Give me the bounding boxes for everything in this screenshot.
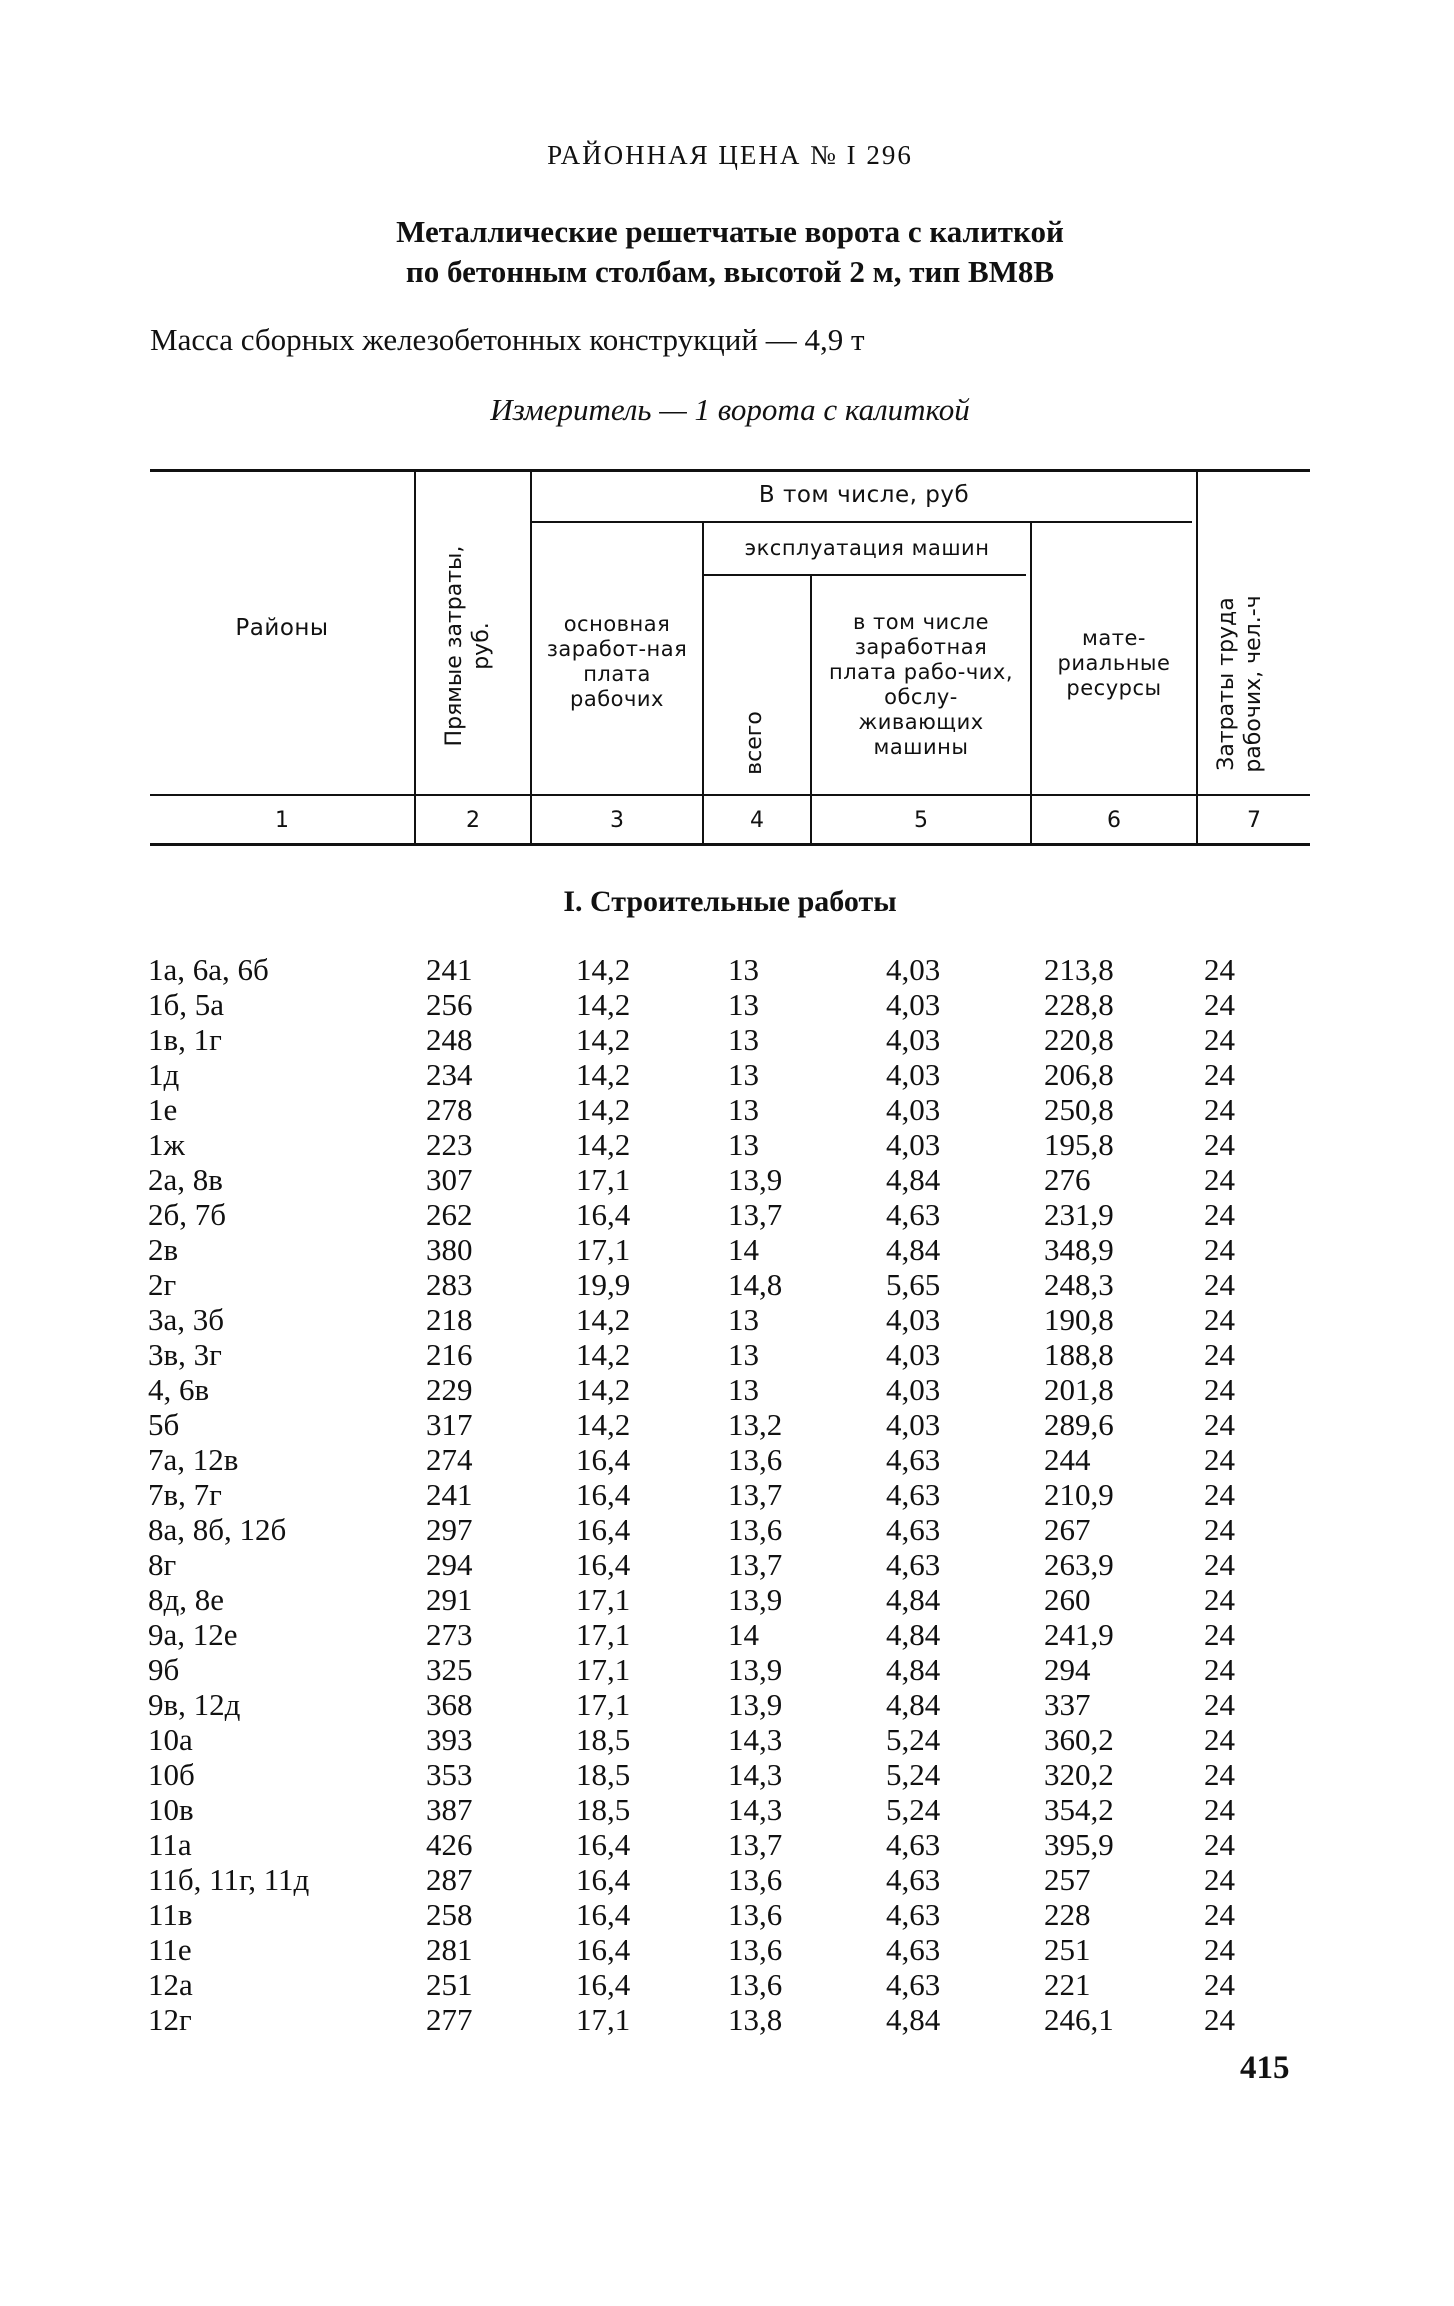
table-row: [148, 1162, 1264, 1197]
cell-materials: 289,6: [1044, 1407, 1114, 1442]
cell-main-wage: 16,4: [576, 1477, 631, 1512]
cell-labor: 24: [1204, 1512, 1235, 1547]
cell-operator-wage: 4,03: [886, 1127, 941, 1162]
cell-labor: 24: [1204, 1862, 1235, 1897]
cell-labor: 24: [1204, 1722, 1235, 1757]
header-total: всего: [742, 711, 767, 775]
cell-direct-costs: 248: [426, 1022, 473, 1057]
colnum-bottom-rule: [150, 843, 1310, 846]
cell-operator-wage: 5,24: [886, 1722, 941, 1757]
table-row: [148, 2002, 1264, 2037]
vrule-2: [530, 472, 532, 844]
cell-labor: 24: [1204, 1442, 1235, 1477]
cell-operator-wage: 4,03: [886, 1092, 941, 1127]
cell-main-wage: 17,1: [576, 1687, 631, 1722]
cell-materials: 320,2: [1044, 1757, 1114, 1792]
cell-operator-wage: 4,84: [886, 1232, 941, 1267]
cell-labor: 24: [1204, 1827, 1235, 1862]
cell-labor: 24: [1204, 1547, 1235, 1582]
table-row: [148, 1652, 1264, 1687]
cell-operator-wage: 4,63: [886, 1932, 941, 1967]
cell-machine-total: 14: [728, 1232, 759, 1267]
cell-materials: 248,3: [1044, 1267, 1114, 1302]
cell-direct-costs: 277: [426, 2002, 473, 2037]
header-regions: Районы: [235, 615, 329, 641]
cell-labor: 24: [1204, 1582, 1235, 1617]
colnum-7: 7: [1247, 808, 1261, 833]
cell-region: 1ж: [148, 1127, 185, 1162]
cell-operator-wage: 4,03: [886, 1337, 941, 1372]
title-line-2: по бетонным столбам, высотой 2 м, тип ВМ8В: [405, 254, 1055, 289]
header-bottom-rule: [150, 794, 1310, 796]
cell-region: 8а, 8б, 12б: [148, 1512, 287, 1547]
table-row: [148, 1862, 1264, 1897]
cell-materials: 228,8: [1044, 987, 1114, 1022]
table-row: [148, 1057, 1264, 1092]
cell-main-wage: 16,4: [576, 1512, 631, 1547]
cell-main-wage: 16,4: [576, 1197, 631, 1232]
cell-direct-costs: 229: [426, 1372, 473, 1407]
cell-materials: 267: [1044, 1512, 1091, 1547]
cell-labor: 24: [1204, 1897, 1235, 1932]
table-row: [148, 1477, 1264, 1512]
cell-direct-costs: 274: [426, 1442, 473, 1477]
cell-labor: 24: [1204, 1477, 1235, 1512]
cell-direct-costs: 241: [426, 952, 473, 987]
cell-labor: 24: [1204, 1197, 1235, 1232]
cell-direct-costs: 273: [426, 1617, 473, 1652]
cell-direct-costs: 294: [426, 1547, 473, 1582]
cell-direct-costs: 223: [426, 1127, 473, 1162]
cell-main-wage: 18,5: [576, 1757, 631, 1792]
cell-region: 2в: [148, 1232, 179, 1267]
cell-labor: 24: [1204, 1057, 1235, 1092]
cell-materials: 188,8: [1044, 1337, 1114, 1372]
cell-labor: 24: [1204, 2002, 1235, 2037]
table-row: [148, 1967, 1264, 2002]
cell-main-wage: 14,2: [576, 1057, 631, 1092]
vrule-4: [810, 576, 812, 844]
table-row: [148, 1372, 1264, 1407]
cell-machine-total: 13,6: [728, 1897, 783, 1932]
cell-machine-total: 13: [728, 1302, 759, 1337]
table-row: [148, 1582, 1264, 1617]
cell-main-wage: 17,1: [576, 2002, 631, 2037]
cell-machine-total: 13,6: [728, 1932, 783, 1967]
cell-machine-total: 13,6: [728, 1442, 783, 1477]
cell-labor: 24: [1204, 1372, 1235, 1407]
cell-operator-wage: 4,63: [886, 1442, 941, 1477]
table-row: [148, 1442, 1264, 1477]
table-row: [148, 1792, 1264, 1827]
cell-operator-wage: 4,84: [886, 1162, 941, 1197]
cell-region: 8г: [148, 1547, 177, 1582]
cell-main-wage: 14,2: [576, 1407, 631, 1442]
cell-labor: 24: [1204, 1337, 1235, 1372]
cell-labor: 24: [1204, 1022, 1235, 1057]
colnum-5: 5: [914, 808, 928, 833]
cell-machine-total: 13,6: [728, 1967, 783, 2002]
cell-region: 1а, 6а, 6б: [148, 952, 269, 987]
cell-materials: 228: [1044, 1897, 1091, 1932]
cell-direct-costs: 291: [426, 1582, 473, 1617]
cell-region: 7в, 7г: [148, 1477, 222, 1512]
table-row: [148, 1932, 1264, 1967]
price-table: [148, 952, 1264, 2037]
cell-machine-total: 14,3: [728, 1722, 783, 1757]
cell-materials: 210,9: [1044, 1477, 1114, 1512]
cell-region: 10б: [148, 1757, 195, 1792]
cell-main-wage: 14,2: [576, 952, 631, 987]
cell-operator-wage: 4,03: [886, 1407, 941, 1442]
cell-region: 11е: [148, 1932, 192, 1967]
cell-materials: 220,8: [1044, 1022, 1114, 1057]
header-direct-costs: Прямые затраты, руб.: [442, 545, 494, 747]
cell-machine-total: 13: [728, 987, 759, 1022]
cell-direct-costs: 251: [426, 1967, 473, 2002]
cell-region: 7а, 12в: [148, 1442, 239, 1477]
mass-note: Масса сборных железобетонных конструкций — 4,9 т: [150, 322, 865, 357]
cell-operator-wage: 4,63: [886, 1197, 941, 1232]
cell-main-wage: 14,2: [576, 1022, 631, 1057]
cell-machine-total: 13,7: [728, 1547, 783, 1582]
cell-labor: 24: [1204, 1267, 1235, 1302]
cell-region: 9а, 12е: [148, 1617, 238, 1652]
cell-operator-wage: 5,24: [886, 1757, 941, 1792]
cell-main-wage: 16,4: [576, 1547, 631, 1582]
colnum-1: 1: [275, 808, 289, 833]
cell-direct-costs: 281: [426, 1932, 473, 1967]
cell-region: 5б: [148, 1407, 180, 1442]
cell-region: 10а: [148, 1722, 193, 1757]
cell-machine-total: 13,7: [728, 1477, 783, 1512]
cell-operator-wage: 4,63: [886, 1967, 941, 2002]
cell-materials: 395,9: [1044, 1827, 1114, 1862]
cell-materials: 246,1: [1044, 2002, 1114, 2037]
cell-main-wage: 17,1: [576, 1162, 631, 1197]
cell-labor: 24: [1204, 1092, 1235, 1127]
vrule-1: [414, 472, 416, 844]
cell-machine-total: 13: [728, 1337, 759, 1372]
cell-main-wage: 18,5: [576, 1722, 631, 1757]
cell-region: 9б: [148, 1652, 180, 1687]
table-row: [148, 1547, 1264, 1582]
cell-main-wage: 17,1: [576, 1582, 631, 1617]
cell-main-wage: 16,4: [576, 1897, 631, 1932]
cell-machine-total: 13: [728, 1092, 759, 1127]
cell-machine-total: 13,6: [728, 1512, 783, 1547]
vrule-3: [702, 523, 704, 844]
cell-machine-total: 13,9: [728, 1162, 783, 1197]
cell-region: 11а: [148, 1827, 192, 1862]
document-title: [150, 212, 1310, 292]
cell-direct-costs: 380: [426, 1232, 473, 1267]
cell-main-wage: 14,2: [576, 1337, 631, 1372]
cell-direct-costs: 216: [426, 1337, 473, 1372]
cell-labor: 24: [1204, 1162, 1235, 1197]
cell-materials: 206,8: [1044, 1057, 1114, 1092]
cell-direct-costs: 283: [426, 1267, 473, 1302]
cell-operator-wage: 4,03: [886, 1022, 941, 1057]
cell-materials: 360,2: [1044, 1722, 1114, 1757]
cell-region: 10в: [148, 1792, 194, 1827]
header-machine-operation: эксплуатация машин: [744, 536, 990, 560]
table-row: [148, 1092, 1264, 1127]
table-row: [148, 1127, 1264, 1162]
cell-machine-total: 14,3: [728, 1792, 783, 1827]
section-title: I. Строительные работы: [563, 885, 897, 918]
cell-region: 12а: [148, 1967, 193, 2002]
cell-main-wage: 16,4: [576, 1862, 631, 1897]
cell-region: 3в, 3г: [148, 1337, 222, 1372]
cell-machine-total: 13,6: [728, 1862, 783, 1897]
cell-direct-costs: 387: [426, 1792, 473, 1827]
cell-direct-costs: 262: [426, 1197, 473, 1232]
cell-direct-costs: 393: [426, 1722, 473, 1757]
header-rule-machines: [704, 574, 1026, 576]
cell-operator-wage: 4,03: [886, 1372, 941, 1407]
table-row: [148, 1197, 1264, 1232]
cell-direct-costs: 218: [426, 1302, 473, 1337]
header-main-wage: основная заработ-ная плата рабочих: [546, 612, 688, 711]
table-row: [148, 987, 1264, 1022]
cell-direct-costs: 325: [426, 1652, 473, 1687]
cell-materials: 221: [1044, 1967, 1091, 2002]
cell-region: 1в, 1г: [148, 1022, 222, 1057]
colnum-2: 2: [466, 808, 480, 833]
cell-labor: 24: [1204, 952, 1235, 987]
price-table-body: [148, 952, 1264, 2037]
vrule-6: [1196, 472, 1198, 844]
table-row: [148, 1512, 1264, 1547]
cell-machine-total: 13,8: [728, 2002, 783, 2037]
cell-direct-costs: 297: [426, 1512, 473, 1547]
cell-main-wage: 19,9: [576, 1267, 631, 1302]
cell-direct-costs: 353: [426, 1757, 473, 1792]
cell-operator-wage: 4,84: [886, 2002, 941, 2037]
cell-materials: 201,8: [1044, 1372, 1114, 1407]
cell-main-wage: 16,4: [576, 1932, 631, 1967]
cell-direct-costs: 287: [426, 1862, 473, 1897]
table-row: [148, 1337, 1264, 1372]
cell-materials: 251: [1044, 1932, 1091, 1967]
cell-region: 1д: [148, 1057, 180, 1092]
cell-region: 1б, 5а: [148, 987, 225, 1022]
cell-operator-wage: 4,84: [886, 1687, 941, 1722]
cell-operator-wage: 4,63: [886, 1862, 941, 1897]
colnum-4: 4: [750, 808, 764, 833]
table-row: [148, 952, 1264, 987]
cell-operator-wage: 4,63: [886, 1897, 941, 1932]
cell-labor: 24: [1204, 1757, 1235, 1792]
table-row: [148, 1407, 1264, 1442]
table-row: [148, 1722, 1264, 1757]
cell-region: 11в: [148, 1897, 193, 1932]
cell-labor: 24: [1204, 1932, 1235, 1967]
cell-materials: 195,8: [1044, 1127, 1114, 1162]
cell-direct-costs: 241: [426, 1477, 473, 1512]
cell-machine-total: 13,9: [728, 1652, 783, 1687]
cell-region: 4, 6в: [148, 1372, 210, 1407]
cell-materials: 244: [1044, 1442, 1091, 1477]
cell-direct-costs: 256: [426, 987, 473, 1022]
cell-region: 2б, 7б: [148, 1197, 227, 1232]
cell-main-wage: 14,2: [576, 1092, 631, 1127]
cell-labor: 24: [1204, 1792, 1235, 1827]
colnum-6: 6: [1107, 808, 1121, 833]
cell-operator-wage: 4,84: [886, 1582, 941, 1617]
header-incl-rub: В том числе, руб: [758, 482, 970, 508]
header-materials: мате-риальные ресурсы: [1057, 626, 1171, 700]
cell-machine-total: 13,9: [728, 1582, 783, 1617]
cell-machine-total: 13: [728, 1057, 759, 1092]
cell-operator-wage: 4,03: [886, 1057, 941, 1092]
header-labor: Затраты труда рабочих, чел.-ч: [1214, 595, 1266, 773]
cell-materials: 260: [1044, 1582, 1091, 1617]
cell-materials: 263,9: [1044, 1547, 1114, 1582]
table-row: [148, 1232, 1264, 1267]
header-incl-wage-operators: в том числе заработная плата рабо-чих, обслу-живающих машины: [828, 610, 1014, 759]
cell-region: 3а, 3б: [148, 1302, 225, 1337]
cell-materials: 241,9: [1044, 1617, 1114, 1652]
table-row: [148, 1687, 1264, 1722]
cell-machine-total: 13,7: [728, 1197, 783, 1232]
cell-operator-wage: 5,65: [886, 1267, 941, 1302]
cell-main-wage: 14,2: [576, 987, 631, 1022]
cell-materials: 348,9: [1044, 1232, 1114, 1267]
header-rule-incl: [532, 521, 1192, 523]
cell-region: 11б, 11г, 11д: [148, 1862, 310, 1897]
cell-region: 9в, 12д: [148, 1687, 241, 1722]
cell-machine-total: 13: [728, 1372, 759, 1407]
cell-operator-wage: 4,03: [886, 1302, 941, 1337]
table-row: [148, 1827, 1264, 1862]
cell-operator-wage: 4,03: [886, 987, 941, 1022]
cell-main-wage: 17,1: [576, 1617, 631, 1652]
cell-materials: 276: [1044, 1162, 1091, 1197]
cell-operator-wage: 4,84: [886, 1617, 941, 1652]
cell-labor: 24: [1204, 1302, 1235, 1337]
cell-materials: 294: [1044, 1652, 1091, 1687]
cell-operator-wage: 4,84: [886, 1652, 941, 1687]
cell-labor: 24: [1204, 987, 1235, 1022]
cell-main-wage: 18,5: [576, 1792, 631, 1827]
page-number: 415: [1240, 2050, 1290, 2086]
cell-labor: 24: [1204, 1967, 1235, 2002]
title-line-1: Металлические решетчатые ворота с калиткой: [396, 214, 1064, 249]
cell-machine-total: 13,9: [728, 1687, 783, 1722]
cell-machine-total: 13: [728, 1127, 759, 1162]
cell-materials: 231,9: [1044, 1197, 1114, 1232]
cell-main-wage: 16,4: [576, 1827, 631, 1862]
cell-machine-total: 13,2: [728, 1407, 783, 1442]
cell-operator-wage: 4,63: [886, 1477, 941, 1512]
table-row: [148, 1267, 1264, 1302]
table-row: [148, 1897, 1264, 1932]
cell-materials: 250,8: [1044, 1092, 1114, 1127]
cell-main-wage: 17,1: [576, 1652, 631, 1687]
cell-machine-total: 13,7: [728, 1827, 783, 1862]
cell-direct-costs: 234: [426, 1057, 473, 1092]
cell-direct-costs: 368: [426, 1687, 473, 1722]
cell-direct-costs: 258: [426, 1897, 473, 1932]
cell-labor: 24: [1204, 1687, 1235, 1722]
cell-operator-wage: 4,03: [886, 952, 941, 987]
cell-region: 2г: [148, 1267, 177, 1302]
colnum-3: 3: [610, 808, 624, 833]
table-row: [148, 1757, 1264, 1792]
cell-main-wage: 14,2: [576, 1302, 631, 1337]
cell-materials: 213,8: [1044, 952, 1114, 987]
cell-labor: 24: [1204, 1127, 1235, 1162]
cell-operator-wage: 4,63: [886, 1827, 941, 1862]
cell-region: 1е: [148, 1092, 178, 1127]
page-header: РАЙОННАЯ ЦЕНА № I 296: [547, 140, 913, 170]
cell-machine-total: 14,8: [728, 1267, 783, 1302]
cell-direct-costs: 426: [426, 1827, 473, 1862]
table-row: [148, 1617, 1264, 1652]
header-top-rule: [150, 469, 1310, 472]
cell-machine-total: 14,3: [728, 1757, 783, 1792]
cell-region: 2а, 8в: [148, 1162, 223, 1197]
cell-machine-total: 14: [728, 1617, 759, 1652]
cell-operator-wage: 4,63: [886, 1547, 941, 1582]
cell-materials: 257: [1044, 1862, 1091, 1897]
cell-main-wage: 16,4: [576, 1442, 631, 1477]
cell-materials: 354,2: [1044, 1792, 1114, 1827]
cell-labor: 24: [1204, 1407, 1235, 1442]
cell-labor: 24: [1204, 1652, 1235, 1687]
cell-machine-total: 13: [728, 1022, 759, 1057]
cell-main-wage: 14,2: [576, 1127, 631, 1162]
cell-labor: 24: [1204, 1617, 1235, 1652]
vrule-5: [1030, 523, 1032, 844]
cell-operator-wage: 5,24: [886, 1792, 941, 1827]
cell-main-wage: 14,2: [576, 1372, 631, 1407]
cell-materials: 337: [1044, 1687, 1091, 1722]
cell-region: 12г: [148, 2002, 192, 2037]
table-row: [148, 1302, 1264, 1337]
measure-unit: Измеритель — 1 ворота с калиткой: [490, 392, 970, 427]
cell-machine-total: 13: [728, 952, 759, 987]
cell-direct-costs: 317: [426, 1407, 473, 1442]
cell-materials: 190,8: [1044, 1302, 1114, 1337]
cell-labor: 24: [1204, 1232, 1235, 1267]
cell-direct-costs: 278: [426, 1092, 473, 1127]
table-row: [148, 1022, 1264, 1057]
cell-region: 8д, 8е: [148, 1582, 225, 1617]
cell-direct-costs: 307: [426, 1162, 473, 1197]
cell-main-wage: 17,1: [576, 1232, 631, 1267]
cell-operator-wage: 4,63: [886, 1512, 941, 1547]
cell-main-wage: 16,4: [576, 1967, 631, 2002]
